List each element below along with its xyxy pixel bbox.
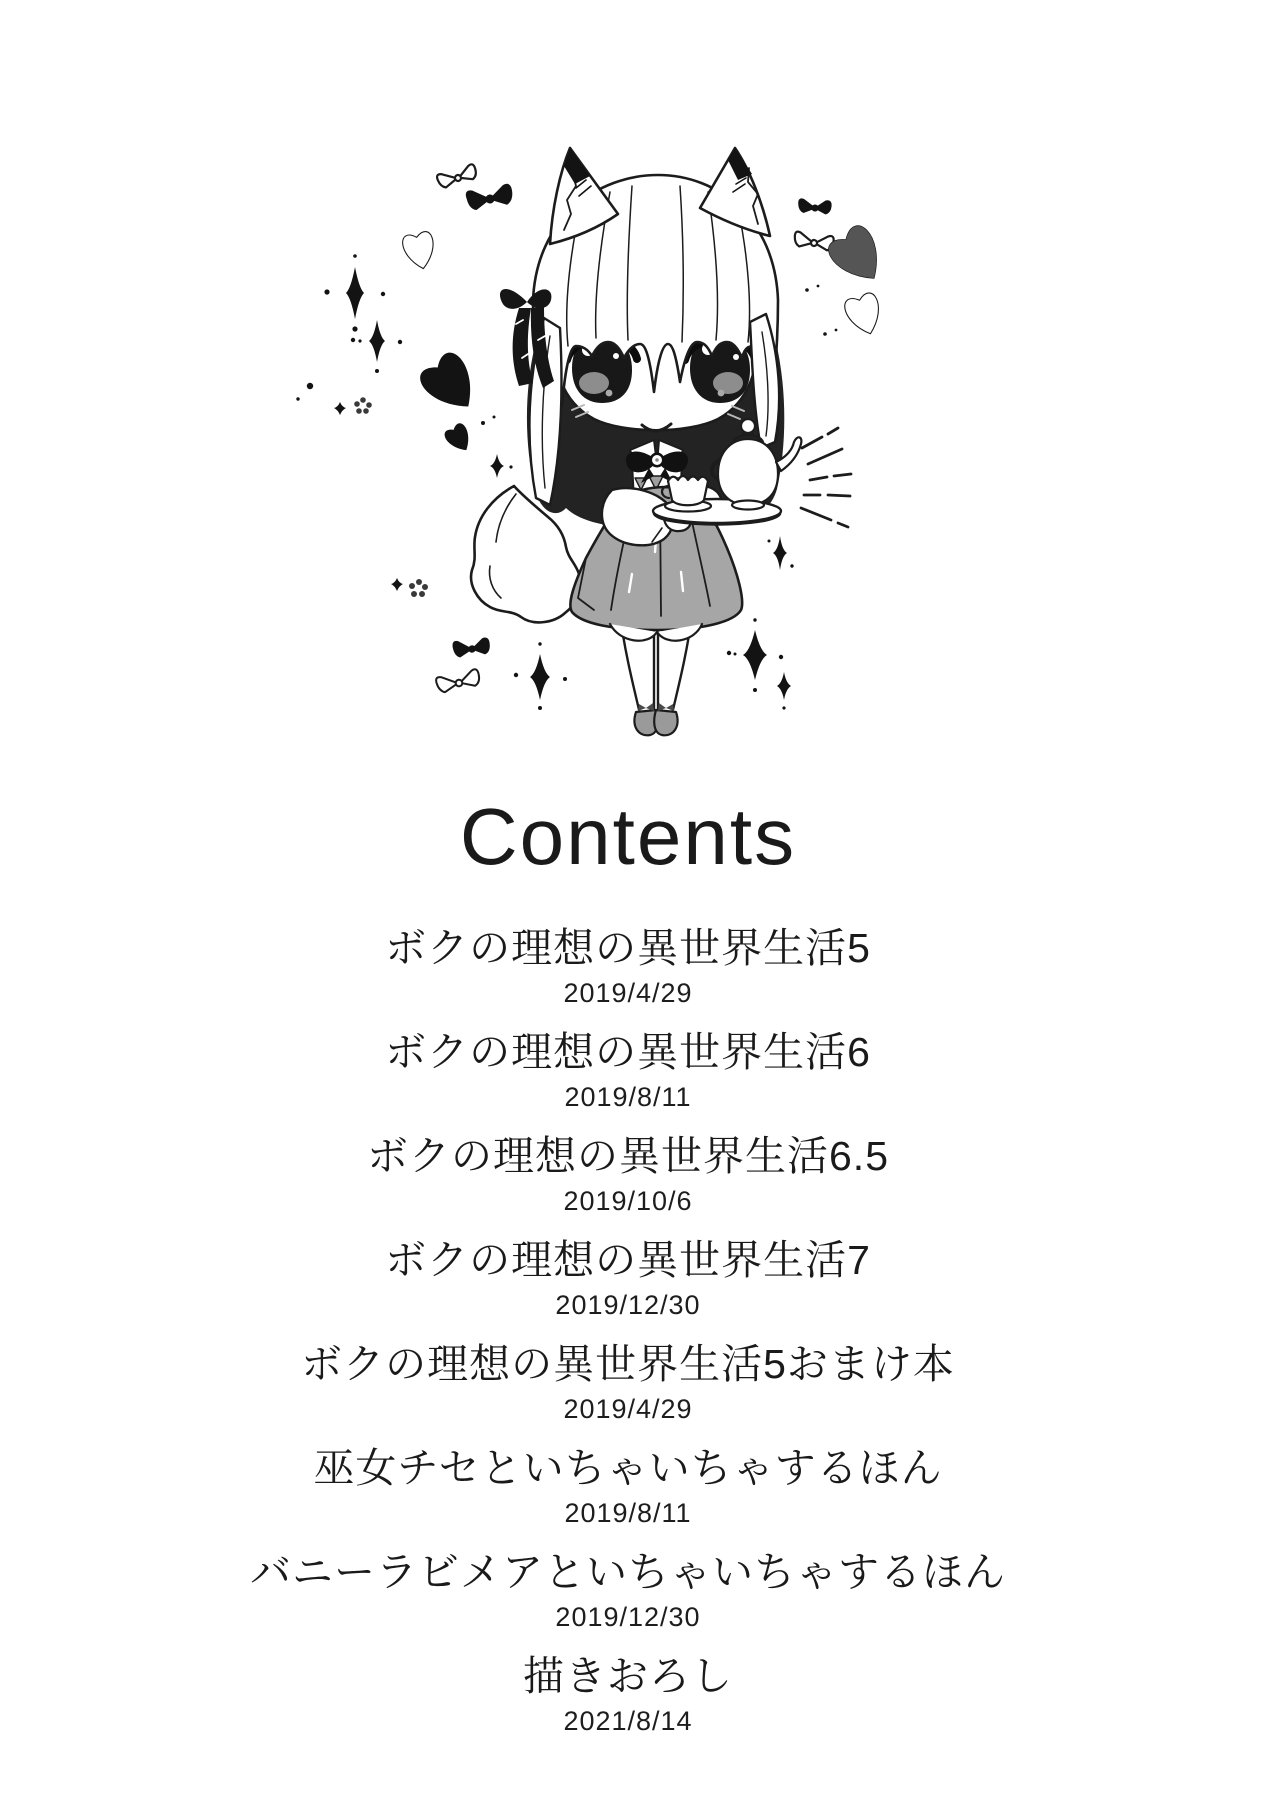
toc-entry-date: 2019/8/11: [564, 1498, 692, 1528]
heart-icon: [842, 291, 886, 339]
sparkle-icon: [324, 254, 385, 331]
toc-entry-title: ボクの理想の異世界生活7: [385, 1237, 871, 1283]
table-of-contents: [0, 924, 1268, 1756]
toc-entry: [0, 1652, 1268, 1736]
dots-decoration: [823, 329, 837, 336]
toc-entry-title: ボクの理想の異世界生活5: [385, 925, 871, 971]
toc-entry-title: 描きおろし: [523, 1653, 733, 1699]
toc-entry-date: 2021/8/14: [563, 1706, 693, 1736]
heart-icon: [824, 221, 892, 291]
ribbon-bow-icon: [436, 164, 478, 189]
sparkle-icon: [768, 536, 794, 570]
ribbon-bow-icon: [453, 638, 489, 657]
ribbon-bow-icon: [435, 669, 480, 694]
heart-icon: [442, 421, 476, 456]
sparkle-icon: [514, 642, 567, 710]
sparkle-icon: [351, 320, 402, 373]
toc-entry-date: 2019/12/30: [555, 1290, 701, 1320]
toc-entry: [0, 1028, 1268, 1112]
emphasis-lines: [801, 428, 851, 527]
ribbon-bow-icon: [466, 184, 513, 210]
heart-icon: [401, 230, 438, 271]
toc-entry: [0, 1548, 1268, 1632]
page-title: Contents: [459, 792, 797, 881]
ribbon-bow-icon: [798, 198, 831, 214]
toc-entry: [0, 1132, 1268, 1216]
toc-entry-title: ボクの理想の異世界生活6.5: [367, 1133, 889, 1179]
flower-icon: [354, 397, 372, 414]
toc-entry-date: 2019/8/11: [564, 1082, 692, 1112]
toc-entry-date: 2019/4/29: [563, 1394, 693, 1424]
toc-entry-date: 2019/10/6: [563, 1186, 693, 1216]
fox-girl-illustration: [280, 96, 920, 756]
toc-entry-date: 2019/4/29: [563, 978, 693, 1008]
toc-entry: [0, 1444, 1268, 1528]
toc-entry: [0, 1340, 1268, 1424]
heart-icon: [415, 348, 486, 421]
toc-entry: [0, 924, 1268, 1008]
dots-decoration: [805, 285, 819, 292]
toc-entry-date: 2019/12/30: [555, 1602, 701, 1632]
sparkle-icon: [777, 672, 791, 710]
flower-icon: [409, 579, 428, 597]
shoe: [634, 710, 677, 735]
toc-entry-title: ボクの理想の異世界生活6: [385, 1029, 871, 1075]
sparkle-icon: [727, 618, 783, 692]
toc-entry-title: 巫女チセといちゃいちゃするほん: [313, 1445, 943, 1491]
star-icon: [391, 578, 403, 591]
dots-decoration: [481, 416, 496, 426]
sparkle-icon: [490, 454, 513, 478]
toc-entry-title: ボクの理想の異世界生活5おまけ本: [301, 1341, 955, 1387]
toc-entry-title: バニーラビメアといちゃいちゃするほん: [250, 1549, 1006, 1595]
star-icon: [334, 402, 346, 415]
dots-decoration: [296, 383, 313, 401]
toc-entry: [0, 1236, 1268, 1320]
